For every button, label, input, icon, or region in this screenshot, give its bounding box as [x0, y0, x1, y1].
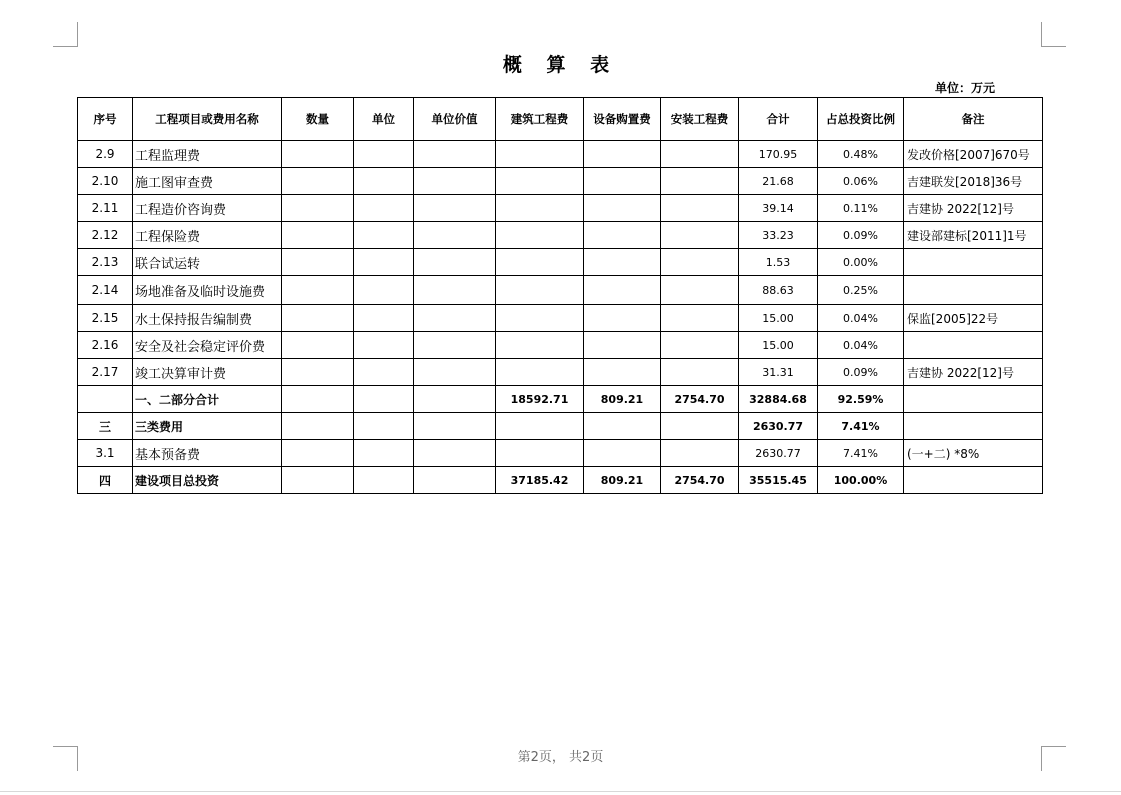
unit-cell: [354, 386, 414, 413]
investment-ratio-cell: 0.09%: [818, 359, 904, 386]
column-header: 安装工程费: [661, 98, 739, 141]
row-number-cell: [78, 386, 133, 413]
row-total-cell: 15.00: [739, 305, 818, 332]
table-row: [78, 249, 1043, 276]
construction-cost-cell: [496, 359, 584, 386]
row-number-cell: 2.16: [78, 332, 133, 359]
unit-value-cell: [414, 195, 496, 222]
investment-ratio-cell: 0.11%: [818, 195, 904, 222]
investment-ratio-cell: 0.25%: [818, 276, 904, 305]
table-row: [78, 141, 1043, 168]
table-row: [78, 305, 1043, 332]
row-number-cell: 2.10: [78, 168, 133, 195]
remark-cell: 发改价格[2007]670号: [904, 141, 1043, 168]
construction-cost-cell: [496, 168, 584, 195]
column-header: 工程项目或费用名称: [133, 98, 282, 141]
equipment-cost-cell: [584, 276, 661, 305]
equipment-cost-cell: [584, 359, 661, 386]
construction-cost-cell: [496, 195, 584, 222]
equipment-cost-cell: [584, 249, 661, 276]
crop-mark-top-right: [1041, 22, 1066, 47]
item-name-cell: 安全及社会稳定评价费: [133, 332, 282, 359]
column-header: 合计: [739, 98, 818, 141]
investment-ratio-cell: 7.41%: [818, 413, 904, 440]
quantity-cell: [282, 359, 354, 386]
installation-cost-cell: 2754.70: [661, 386, 739, 413]
remark-cell: 建设部建标[2011]1号: [904, 222, 1043, 249]
quantity-cell: [282, 222, 354, 249]
unit-value-cell: [414, 249, 496, 276]
construction-cost-cell: [496, 141, 584, 168]
investment-ratio-cell: 7.41%: [818, 440, 904, 467]
table-row: [78, 195, 1043, 222]
construction-cost-cell: [496, 332, 584, 359]
row-total-cell: 33.23: [739, 222, 818, 249]
installation-cost-cell: [661, 195, 739, 222]
construction-cost-cell: [496, 276, 584, 305]
item-name-cell: 竣工决算审计费: [133, 359, 282, 386]
installation-cost-cell: [661, 249, 739, 276]
installation-cost-cell: [661, 440, 739, 467]
item-name-cell: 三类费用: [133, 413, 282, 440]
equipment-cost-cell: 809.21: [584, 467, 661, 494]
unit-value-cell: [414, 359, 496, 386]
row-total-cell: 31.31: [739, 359, 818, 386]
row-total-cell: 88.63: [739, 276, 818, 305]
page-number-footer: 第2页， 共2页: [517, 750, 604, 765]
unit-cell: [354, 276, 414, 305]
unit-value-cell: [414, 467, 496, 494]
investment-ratio-cell: 92.59%: [818, 386, 904, 413]
quantity-cell: [282, 386, 354, 413]
item-name-cell: 基本预备费: [133, 440, 282, 467]
row-total-cell: 21.68: [739, 168, 818, 195]
remark-cell: 保监[2005]22号: [904, 305, 1043, 332]
item-name-cell: 水土保持报告编制费: [133, 305, 282, 332]
quantity-cell: [282, 305, 354, 332]
column-header: 建筑工程费: [496, 98, 584, 141]
unit-value-cell: [414, 413, 496, 440]
installation-cost-cell: [661, 141, 739, 168]
table-row: [78, 222, 1043, 249]
row-number-cell: 2.11: [78, 195, 133, 222]
row-number-cell: 2.15: [78, 305, 133, 332]
unit-value-cell: [414, 276, 496, 305]
quantity-cell: [282, 276, 354, 305]
remark-cell: [904, 249, 1043, 276]
column-header: 设备购置费: [584, 98, 661, 141]
quantity-cell: [282, 467, 354, 494]
unit-value-cell: [414, 332, 496, 359]
unit-label: 单位：万元: [935, 81, 996, 95]
remark-cell: [904, 386, 1043, 413]
investment-ratio-cell: 0.00%: [818, 249, 904, 276]
row-total-cell: 1.53: [739, 249, 818, 276]
construction-cost-cell: [496, 222, 584, 249]
remark-cell: 吉建协 2022[12]号: [904, 359, 1043, 386]
equipment-cost-cell: [584, 195, 661, 222]
installation-cost-cell: 2754.70: [661, 467, 739, 494]
row-total-cell: 15.00: [739, 332, 818, 359]
installation-cost-cell: [661, 222, 739, 249]
row-number-cell: 2.9: [78, 141, 133, 168]
item-name-cell: 工程造价咨询费: [133, 195, 282, 222]
table-row: [78, 332, 1043, 359]
installation-cost-cell: [661, 359, 739, 386]
construction-cost-cell: [496, 440, 584, 467]
unit-cell: [354, 440, 414, 467]
quantity-cell: [282, 141, 354, 168]
budget-table: [77, 97, 1043, 494]
column-header: 单位价值: [414, 98, 496, 141]
equipment-cost-cell: 809.21: [584, 386, 661, 413]
column-header: 备注: [904, 98, 1043, 141]
unit-cell: [354, 413, 414, 440]
remark-cell: (一+二) *8%: [904, 440, 1043, 467]
column-header: 数量: [282, 98, 354, 141]
quantity-cell: [282, 332, 354, 359]
row-total-cell: 35515.45: [739, 467, 818, 494]
item-name-cell: 施工图审查费: [133, 168, 282, 195]
table-row: [78, 386, 1043, 413]
unit-cell: [354, 359, 414, 386]
crop-mark-top-left: [53, 22, 78, 47]
equipment-cost-cell: [584, 332, 661, 359]
unit-value-cell: [414, 141, 496, 168]
installation-cost-cell: [661, 332, 739, 359]
row-total-cell: 2630.77: [739, 440, 818, 467]
unit-value-cell: [414, 440, 496, 467]
row-number-cell: 2.13: [78, 249, 133, 276]
unit-cell: [354, 332, 414, 359]
investment-ratio-cell: 0.09%: [818, 222, 904, 249]
construction-cost-cell: 37185.42: [496, 467, 584, 494]
row-total-cell: 2630.77: [739, 413, 818, 440]
remark-cell: 吉建协 2022[12]号: [904, 195, 1043, 222]
investment-ratio-cell: 0.04%: [818, 305, 904, 332]
quantity-cell: [282, 168, 354, 195]
investment-ratio-cell: 0.06%: [818, 168, 904, 195]
item-name-cell: 建设项目总投资: [133, 467, 282, 494]
row-total-cell: 170.95: [739, 141, 818, 168]
unit-cell: [354, 168, 414, 195]
equipment-cost-cell: [584, 222, 661, 249]
quantity-cell: [282, 195, 354, 222]
row-total-cell: 39.14: [739, 195, 818, 222]
remark-cell: [904, 467, 1043, 494]
table-row: [78, 168, 1043, 195]
page-bottom-divider: [0, 791, 1121, 792]
item-name-cell: 联合试运转: [133, 249, 282, 276]
row-number-cell: 2.17: [78, 359, 133, 386]
item-name-cell: 工程保险费: [133, 222, 282, 249]
unit-cell: [354, 467, 414, 494]
page-title: 概 算 表: [502, 54, 619, 76]
construction-cost-cell: 18592.71: [496, 386, 584, 413]
remark-cell: 吉建联发[2018]36号: [904, 168, 1043, 195]
item-name-cell: 场地准备及临时设施费: [133, 276, 282, 305]
installation-cost-cell: [661, 168, 739, 195]
item-name-cell: 工程监理费: [133, 141, 282, 168]
table-row: [78, 359, 1043, 386]
quantity-cell: [282, 413, 354, 440]
unit-cell: [354, 141, 414, 168]
row-number-cell: 2.14: [78, 276, 133, 305]
quantity-cell: [282, 249, 354, 276]
row-number-cell: 2.12: [78, 222, 133, 249]
unit-cell: [354, 249, 414, 276]
table-header-row: [78, 98, 1043, 141]
investment-ratio-cell: 100.00%: [818, 467, 904, 494]
construction-cost-cell: [496, 305, 584, 332]
unit-value-cell: [414, 386, 496, 413]
quantity-cell: [282, 440, 354, 467]
table-row: [78, 467, 1043, 494]
unit-value-cell: [414, 222, 496, 249]
table-row: [78, 413, 1043, 440]
installation-cost-cell: [661, 305, 739, 332]
equipment-cost-cell: [584, 413, 661, 440]
equipment-cost-cell: [584, 305, 661, 332]
installation-cost-cell: [661, 276, 739, 305]
equipment-cost-cell: [584, 440, 661, 467]
unit-value-cell: [414, 305, 496, 332]
unit-value-cell: [414, 168, 496, 195]
investment-ratio-cell: 0.04%: [818, 332, 904, 359]
remark-cell: [904, 276, 1043, 305]
unit-cell: [354, 195, 414, 222]
construction-cost-cell: [496, 413, 584, 440]
table-row: [78, 276, 1043, 305]
construction-cost-cell: [496, 249, 584, 276]
row-number-cell: 三: [78, 413, 133, 440]
equipment-cost-cell: [584, 168, 661, 195]
remark-cell: [904, 413, 1043, 440]
row-total-cell: 32884.68: [739, 386, 818, 413]
unit-cell: [354, 305, 414, 332]
item-name-cell: 一、二部分合计: [133, 386, 282, 413]
row-number-cell: 3.1: [78, 440, 133, 467]
unit-cell: [354, 222, 414, 249]
installation-cost-cell: [661, 413, 739, 440]
remark-cell: [904, 332, 1043, 359]
investment-ratio-cell: 0.48%: [818, 141, 904, 168]
table-row: [78, 440, 1043, 467]
equipment-cost-cell: [584, 141, 661, 168]
row-number-cell: 四: [78, 467, 133, 494]
column-header: 单位: [354, 98, 414, 141]
column-header: 序号: [78, 98, 133, 141]
column-header: 占总投资比例: [818, 98, 904, 141]
